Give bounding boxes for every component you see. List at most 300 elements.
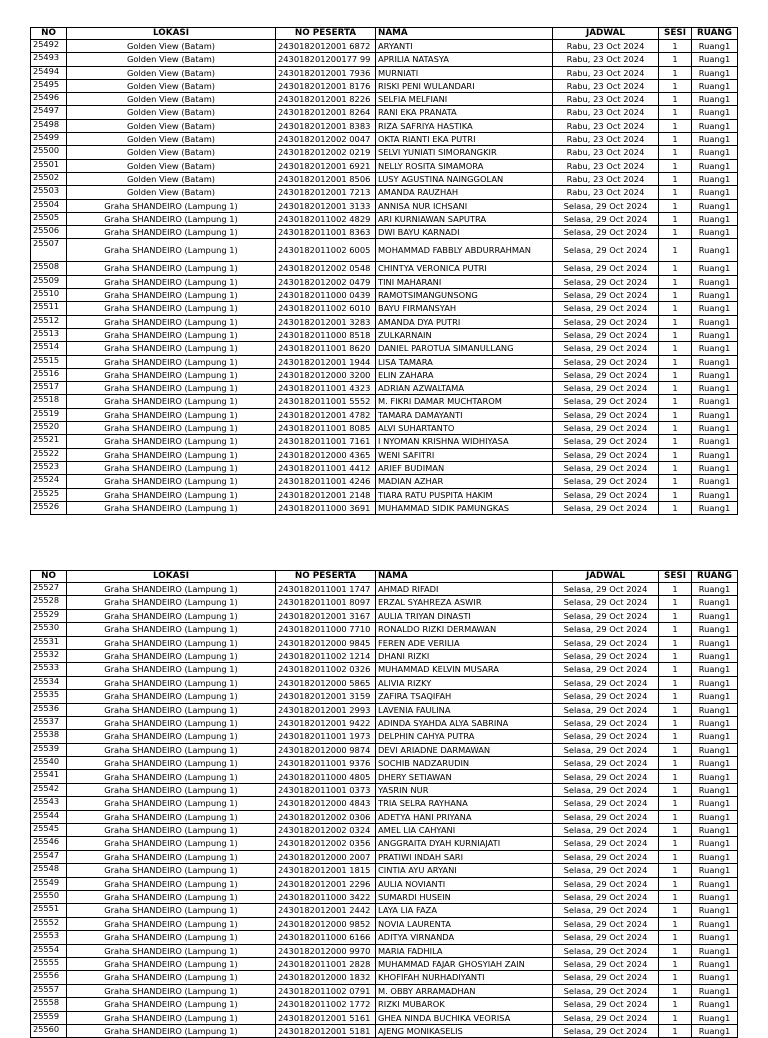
- cell-ruang: Ruang1: [692, 342, 738, 355]
- cell-no: 25542: [31, 783, 67, 796]
- table-row: [31, 355, 738, 368]
- cell-sesi: 1: [659, 770, 692, 783]
- cell-ruang: Ruang1: [692, 40, 738, 53]
- table-row: [31, 93, 738, 106]
- cell-no-peserta: 2430182012001 3283: [276, 315, 376, 328]
- table-row: [31, 998, 738, 1011]
- table-row: [31, 275, 738, 288]
- cell-no: 25495: [31, 79, 67, 92]
- cell-no-peserta: 2430182012002 0356: [276, 837, 376, 850]
- cell-ruang: Ruang1: [692, 239, 738, 262]
- cell-nama: DHANI RIZKI: [376, 649, 553, 662]
- table-row: [31, 40, 738, 53]
- cell-sesi: 1: [659, 53, 692, 66]
- cell-no-peserta: 2430182011000 3691: [276, 501, 376, 514]
- cell-ruang: Ruang1: [692, 797, 738, 810]
- cell-sesi: 1: [659, 315, 692, 328]
- cell-jadwal: Selasa, 29 Oct 2024: [553, 368, 659, 381]
- cell-jadwal: Selasa, 29 Oct 2024: [553, 212, 659, 225]
- cell-no-peserta: 2430182012001 2993: [276, 703, 376, 716]
- cell-lokasi: Graha SHANDEIRO (Lampung 1): [67, 583, 276, 596]
- cell-lokasi: Graha SHANDEIRO (Lampung 1): [67, 690, 276, 703]
- cell-jadwal: Rabu, 23 Oct 2024: [553, 186, 659, 199]
- cell-no: 25555: [31, 957, 67, 970]
- cell-nama: ARI KURNIAWAN SAPUTRA: [376, 212, 553, 225]
- table-row: [31, 944, 738, 957]
- table-row: [31, 917, 738, 930]
- cell-lokasi: Graha SHANDEIRO (Lampung 1): [67, 623, 276, 636]
- cell-nama: OKTA RIANTI EKA PUTRI: [376, 133, 553, 146]
- cell-jadwal: Selasa, 29 Oct 2024: [553, 422, 659, 435]
- cell-no-peserta: 2430182011001 4412: [276, 461, 376, 474]
- cell-jadwal: Selasa, 29 Oct 2024: [553, 1024, 659, 1037]
- cell-nama: WENI SAFITRI: [376, 448, 553, 461]
- cell-sesi: 1: [659, 984, 692, 997]
- table-row: [31, 186, 738, 199]
- table-row: [31, 212, 738, 225]
- table-row: [31, 623, 738, 636]
- cell-no: 25530: [31, 623, 67, 636]
- cell-lokasi: Graha SHANDEIRO (Lampung 1): [67, 971, 276, 984]
- cell-nama: MADIAN AZHAR: [376, 475, 553, 488]
- cell-ruang: Ruang1: [692, 757, 738, 770]
- cell-no: 25552: [31, 917, 67, 930]
- cell-ruang: Ruang1: [692, 226, 738, 239]
- table-row: [31, 408, 738, 421]
- cell-no-peserta: 2430182012001 3167: [276, 609, 376, 622]
- cell-jadwal: Selasa, 29 Oct 2024: [553, 971, 659, 984]
- header-lokasi: LOKASI: [67, 571, 276, 583]
- cell-lokasi: Graha SHANDEIRO (Lampung 1): [67, 275, 276, 288]
- cell-nama: TINI MAHARANI: [376, 275, 553, 288]
- cell-nama: RAMOTSIMANGUNSONG: [376, 289, 553, 302]
- cell-ruang: Ruang1: [692, 957, 738, 970]
- cell-no: 25512: [31, 315, 67, 328]
- cell-no-peserta: 2430182012002 0548: [276, 262, 376, 275]
- cell-no: 25554: [31, 944, 67, 957]
- cell-sesi: 1: [659, 342, 692, 355]
- cell-ruang: Ruang1: [692, 159, 738, 172]
- cell-jadwal: Selasa, 29 Oct 2024: [553, 850, 659, 863]
- cell-no-peserta: 2430182011000 3422: [276, 890, 376, 903]
- table-row: [31, 931, 738, 944]
- cell-jadwal: Selasa, 29 Oct 2024: [553, 837, 659, 850]
- cell-sesi: 1: [659, 649, 692, 662]
- cell-jadwal: Selasa, 29 Oct 2024: [553, 864, 659, 877]
- cell-no: 25523: [31, 461, 67, 474]
- cell-sesi: 1: [659, 408, 692, 421]
- cell-jadwal: Rabu, 23 Oct 2024: [553, 79, 659, 92]
- header-ruang: RUANG: [692, 28, 738, 40]
- cell-nama: YASRIN NUR: [376, 783, 553, 796]
- cell-sesi: 1: [659, 422, 692, 435]
- cell-no: 25546: [31, 837, 67, 850]
- cell-no: 25557: [31, 984, 67, 997]
- cell-lokasi: Graha SHANDEIRO (Lampung 1): [67, 810, 276, 823]
- cell-no-peserta: 2430182012001 7213: [276, 186, 376, 199]
- cell-jadwal: Rabu, 23 Oct 2024: [553, 133, 659, 146]
- cell-no: 25539: [31, 743, 67, 756]
- cell-nama: ADRIAN AZWALTAMA: [376, 382, 553, 395]
- cell-no-peserta: 2430182012001 3159: [276, 690, 376, 703]
- table-row: [31, 368, 738, 381]
- cell-no: 25531: [31, 636, 67, 649]
- cell-no-peserta: 2430182012001 2148: [276, 488, 376, 501]
- cell-lokasi: Graha SHANDEIRO (Lampung 1): [67, 328, 276, 341]
- table-row: [31, 448, 738, 461]
- cell-nama: GHEA NINDA BUCHIKA VEORISA: [376, 1011, 553, 1024]
- cell-lokasi: Graha SHANDEIRO (Lampung 1): [67, 663, 276, 676]
- cell-ruang: Ruang1: [692, 810, 738, 823]
- cell-no: 25549: [31, 877, 67, 890]
- cell-jadwal: Selasa, 29 Oct 2024: [553, 448, 659, 461]
- cell-nama: ANGGRAITA DYAH KURNIAJATI: [376, 837, 553, 850]
- cell-nama: LUSY AGUSTINA NAINGGOLAN: [376, 172, 553, 185]
- cell-no-peserta: 2430182012002 0324: [276, 824, 376, 837]
- cell-no: 25509: [31, 275, 67, 288]
- cell-no-peserta: 2430182012000 9874: [276, 743, 376, 756]
- cell-no-peserta: 2430182012001 2442: [276, 904, 376, 917]
- cell-no-peserta: 2430182011001 8097: [276, 596, 376, 609]
- cell-jadwal: Selasa, 29 Oct 2024: [553, 226, 659, 239]
- cell-nama: ELIN ZAHARA: [376, 368, 553, 381]
- table-header-row: [31, 571, 738, 583]
- cell-nama: AMEL LIA CAHYANI: [376, 824, 553, 837]
- cell-lokasi: Graha SHANDEIRO (Lampung 1): [67, 448, 276, 461]
- cell-no-peserta: 2430182012000 2007: [276, 850, 376, 863]
- cell-nama: ADETYA HANI PRIYANA: [376, 810, 553, 823]
- cell-sesi: 1: [659, 186, 692, 199]
- cell-no: 25519: [31, 408, 67, 421]
- cell-ruang: Ruang1: [692, 609, 738, 622]
- cell-no: 25524: [31, 475, 67, 488]
- cell-jadwal: Selasa, 29 Oct 2024: [553, 275, 659, 288]
- cell-jadwal: Rabu, 23 Oct 2024: [553, 53, 659, 66]
- cell-ruang: Ruang1: [692, 289, 738, 302]
- cell-sesi: 1: [659, 716, 692, 729]
- cell-ruang: Ruang1: [692, 743, 738, 756]
- cell-lokasi: Graha SHANDEIRO (Lampung 1): [67, 757, 276, 770]
- cell-lokasi: Golden View (Batam): [67, 146, 276, 159]
- table-row: [31, 435, 738, 448]
- cell-no-peserta: 2430182011001 9376: [276, 757, 376, 770]
- table-row: [31, 302, 738, 315]
- cell-lokasi: Graha SHANDEIRO (Lampung 1): [67, 984, 276, 997]
- cell-lokasi: Graha SHANDEIRO (Lampung 1): [67, 931, 276, 944]
- cell-nama: AULIA TRIYAN DINASTI: [376, 609, 553, 622]
- cell-no-peserta: 2430182012002 0479: [276, 275, 376, 288]
- cell-no: 25533: [31, 663, 67, 676]
- cell-lokasi: Graha SHANDEIRO (Lampung 1): [67, 199, 276, 212]
- cell-nama: MUHAMMAD FAJAR GHOSYIAH ZAIN: [376, 957, 553, 970]
- cell-nama: DANIEL PAROTUA SIMANULLANG: [376, 342, 553, 355]
- cell-nama: MOHAMMAD FABBLY ABDURRAHMAN: [376, 239, 553, 262]
- cell-lokasi: Golden View (Batam): [67, 53, 276, 66]
- cell-ruang: Ruang1: [692, 172, 738, 185]
- table-row: [31, 609, 738, 622]
- cell-lokasi: Graha SHANDEIRO (Lampung 1): [67, 957, 276, 970]
- cell-jadwal: Selasa, 29 Oct 2024: [553, 596, 659, 609]
- table-row: [31, 783, 738, 796]
- cell-no: 25494: [31, 66, 67, 79]
- cell-nama: TAMARA DAMAYANTI: [376, 408, 553, 421]
- table-row: [31, 382, 738, 395]
- cell-sesi: 1: [659, 944, 692, 957]
- cell-jadwal: Selasa, 29 Oct 2024: [553, 944, 659, 957]
- cell-nama: AMANDA DYA PUTRI: [376, 315, 553, 328]
- cell-no: 25558: [31, 998, 67, 1011]
- cell-jadwal: Selasa, 29 Oct 2024: [553, 355, 659, 368]
- table-row: [31, 226, 738, 239]
- cell-sesi: 1: [659, 93, 692, 106]
- cell-nama: AHMAD RIFADI: [376, 583, 553, 596]
- cell-jadwal: Selasa, 29 Oct 2024: [553, 623, 659, 636]
- cell-ruang: Ruang1: [692, 66, 738, 79]
- cell-ruang: Ruang1: [692, 984, 738, 997]
- cell-lokasi: Graha SHANDEIRO (Lampung 1): [67, 212, 276, 225]
- cell-nama: ERZAL SYAHREZA ASWIR: [376, 596, 553, 609]
- cell-sesi: 1: [659, 864, 692, 877]
- table-row: [31, 663, 738, 676]
- cell-jadwal: Selasa, 29 Oct 2024: [553, 475, 659, 488]
- cell-no: 25545: [31, 824, 67, 837]
- cell-no-peserta: 2430182011000 8518: [276, 328, 376, 341]
- cell-jadwal: Selasa, 29 Oct 2024: [553, 890, 659, 903]
- participant-table-2: [30, 570, 738, 1038]
- cell-lokasi: Graha SHANDEIRO (Lampung 1): [67, 837, 276, 850]
- cell-ruang: Ruang1: [692, 783, 738, 796]
- cell-nama: M. FIKRI DAMAR MUCHTAROM: [376, 395, 553, 408]
- cell-no: 25503: [31, 186, 67, 199]
- cell-no: 25508: [31, 262, 67, 275]
- header-nama: NAMA: [376, 571, 553, 583]
- cell-lokasi: Graha SHANDEIRO (Lampung 1): [67, 342, 276, 355]
- cell-ruang: Ruang1: [692, 488, 738, 501]
- cell-jadwal: Selasa, 29 Oct 2024: [553, 917, 659, 930]
- table-row: [31, 837, 738, 850]
- cell-jadwal: Selasa, 29 Oct 2024: [553, 797, 659, 810]
- cell-nama: LISA TAMARA: [376, 355, 553, 368]
- cell-lokasi: Golden View (Batam): [67, 119, 276, 132]
- cell-sesi: 1: [659, 609, 692, 622]
- cell-lokasi: Graha SHANDEIRO (Lampung 1): [67, 1011, 276, 1024]
- cell-ruang: Ruang1: [692, 596, 738, 609]
- table-row: [31, 730, 738, 743]
- cell-no-peserta: 2430182011001 8363: [276, 226, 376, 239]
- table-row: [31, 119, 738, 132]
- cell-lokasi: Graha SHANDEIRO (Lampung 1): [67, 239, 276, 262]
- cell-sesi: 1: [659, 435, 692, 448]
- header-nama: NAMA: [376, 28, 553, 40]
- cell-ruang: Ruang1: [692, 79, 738, 92]
- header-no: NO: [31, 571, 67, 583]
- table-row: [31, 716, 738, 729]
- cell-no: 25532: [31, 649, 67, 662]
- cell-no-peserta: 2430182012001 8383: [276, 119, 376, 132]
- cell-sesi: 1: [659, 623, 692, 636]
- cell-nama: MARIA FADHILA: [376, 944, 553, 957]
- cell-no: 25492: [31, 40, 67, 53]
- cell-sesi: 1: [659, 226, 692, 239]
- table-row: [31, 501, 738, 514]
- cell-no: 25514: [31, 342, 67, 355]
- cell-no: 25510: [31, 289, 67, 302]
- table-row: [31, 199, 738, 212]
- table-row: [31, 461, 738, 474]
- cell-nama: ARYANTI: [376, 40, 553, 53]
- cell-no: 25500: [31, 146, 67, 159]
- cell-lokasi: Graha SHANDEIRO (Lampung 1): [67, 797, 276, 810]
- cell-sesi: 1: [659, 159, 692, 172]
- table-row: [31, 395, 738, 408]
- cell-no: 25506: [31, 226, 67, 239]
- cell-ruang: Ruang1: [692, 461, 738, 474]
- table-row: [31, 596, 738, 609]
- cell-sesi: 1: [659, 824, 692, 837]
- table-row: [31, 810, 738, 823]
- cell-jadwal: Selasa, 29 Oct 2024: [553, 810, 659, 823]
- cell-no: 25520: [31, 422, 67, 435]
- cell-no: 25517: [31, 382, 67, 395]
- cell-no-peserta: 243018201200177 99: [276, 53, 376, 66]
- cell-no-peserta: 2430182012000 3200: [276, 368, 376, 381]
- cell-no: 25515: [31, 355, 67, 368]
- table-row: [31, 971, 738, 984]
- cell-sesi: 1: [659, 998, 692, 1011]
- cell-sesi: 1: [659, 596, 692, 609]
- cell-no: 25538: [31, 730, 67, 743]
- cell-nama: PRATIWI INDAH SARI: [376, 850, 553, 863]
- cell-lokasi: Golden View (Batam): [67, 133, 276, 146]
- cell-lokasi: Graha SHANDEIRO (Lampung 1): [67, 368, 276, 381]
- cell-lokasi: Graha SHANDEIRO (Lampung 1): [67, 289, 276, 302]
- table-row: [31, 172, 738, 185]
- table-row: [31, 328, 738, 341]
- cell-lokasi: Graha SHANDEIRO (Lampung 1): [67, 461, 276, 474]
- cell-no: 25498: [31, 119, 67, 132]
- cell-no-peserta: 2430182012001 2296: [276, 877, 376, 890]
- cell-jadwal: Selasa, 29 Oct 2024: [553, 461, 659, 474]
- cell-no-peserta: 2430182011001 8620: [276, 342, 376, 355]
- cell-no-peserta: 2430182011001 2828: [276, 957, 376, 970]
- cell-sesi: 1: [659, 676, 692, 689]
- cell-no: 25511: [31, 302, 67, 315]
- cell-jadwal: Selasa, 29 Oct 2024: [553, 636, 659, 649]
- cell-ruang: Ruang1: [692, 435, 738, 448]
- cell-ruang: Ruang1: [692, 583, 738, 596]
- cell-lokasi: Graha SHANDEIRO (Lampung 1): [67, 877, 276, 890]
- table-row: [31, 583, 738, 596]
- cell-no: 25525: [31, 488, 67, 501]
- cell-nama: ARIEF BUDIMAN: [376, 461, 553, 474]
- cell-nama: DELPHIN CAHYA PUTRA: [376, 730, 553, 743]
- cell-sesi: 1: [659, 146, 692, 159]
- cell-ruang: Ruang1: [692, 663, 738, 676]
- cell-sesi: 1: [659, 957, 692, 970]
- cell-lokasi: Graha SHANDEIRO (Lampung 1): [67, 998, 276, 1011]
- cell-lokasi: Golden View (Batam): [67, 106, 276, 119]
- cell-nama: ANNISA NUR ICHSANI: [376, 199, 553, 212]
- cell-no-peserta: 2430182011001 0373: [276, 783, 376, 796]
- cell-ruang: Ruang1: [692, 623, 738, 636]
- cell-lokasi: Graha SHANDEIRO (Lampung 1): [67, 315, 276, 328]
- cell-no-peserta: 2430182011002 6010: [276, 302, 376, 315]
- cell-lokasi: Graha SHANDEIRO (Lampung 1): [67, 475, 276, 488]
- cell-no: 25544: [31, 810, 67, 823]
- cell-no-peserta: 2430182012000 1832: [276, 971, 376, 984]
- cell-no: 25501: [31, 159, 67, 172]
- cell-lokasi: Graha SHANDEIRO (Lampung 1): [67, 904, 276, 917]
- cell-lokasi: Graha SHANDEIRO (Lampung 1): [67, 262, 276, 275]
- cell-jadwal: Selasa, 29 Oct 2024: [553, 931, 659, 944]
- table-row: [31, 904, 738, 917]
- table-row: [31, 66, 738, 79]
- table-row: [31, 797, 738, 810]
- cell-jadwal: Selasa, 29 Oct 2024: [553, 984, 659, 997]
- cell-nama: AULIA NOVIANTI: [376, 877, 553, 890]
- cell-jadwal: Selasa, 29 Oct 2024: [553, 783, 659, 796]
- cell-sesi: 1: [659, 690, 692, 703]
- cell-no: 25556: [31, 971, 67, 984]
- cell-nama: DEVI ARIADNE DARMAWAN: [376, 743, 553, 756]
- cell-jadwal: Rabu, 23 Oct 2024: [553, 119, 659, 132]
- cell-ruang: Ruang1: [692, 770, 738, 783]
- cell-lokasi: Graha SHANDEIRO (Lampung 1): [67, 596, 276, 609]
- cell-no-peserta: 2430182011002 0326: [276, 663, 376, 676]
- cell-no-peserta: 2430182011001 5552: [276, 395, 376, 408]
- cell-jadwal: Selasa, 29 Oct 2024: [553, 262, 659, 275]
- cell-ruang: Ruang1: [692, 93, 738, 106]
- cell-lokasi: Golden View (Batam): [67, 172, 276, 185]
- cell-lokasi: Graha SHANDEIRO (Lampung 1): [67, 435, 276, 448]
- table-header-row: [31, 28, 738, 40]
- cell-ruang: Ruang1: [692, 1024, 738, 1037]
- cell-nama: ADINDA SYAHDA ALYA SABRINA: [376, 716, 553, 729]
- cell-sesi: 1: [659, 743, 692, 756]
- cell-no-peserta: 2430182012001 1944: [276, 355, 376, 368]
- table-row: [31, 146, 738, 159]
- cell-nama: RIZA SAFRIYA HASTIKA: [376, 119, 553, 132]
- cell-no: 25522: [31, 448, 67, 461]
- cell-ruang: Ruang1: [692, 904, 738, 917]
- cell-no-peserta: 2430182011001 4246: [276, 475, 376, 488]
- cell-sesi: 1: [659, 663, 692, 676]
- cell-sesi: 1: [659, 40, 692, 53]
- cell-jadwal: Selasa, 29 Oct 2024: [553, 703, 659, 716]
- cell-no: 25560: [31, 1024, 67, 1037]
- cell-lokasi: Golden View (Batam): [67, 159, 276, 172]
- header-no: NO: [31, 28, 67, 40]
- cell-lokasi: Golden View (Batam): [67, 79, 276, 92]
- cell-ruang: Ruang1: [692, 475, 738, 488]
- cell-ruang: Ruang1: [692, 212, 738, 225]
- cell-no: 25541: [31, 770, 67, 783]
- cell-nama: BAYU FIRMANSYAH: [376, 302, 553, 315]
- cell-nama: NOVIA LAURENTA: [376, 917, 553, 930]
- table-row: [31, 877, 738, 890]
- cell-nama: MUHAMMAD KELVIN MUSARA: [376, 663, 553, 676]
- cell-jadwal: Selasa, 29 Oct 2024: [553, 743, 659, 756]
- cell-sesi: 1: [659, 119, 692, 132]
- table-row: [31, 770, 738, 783]
- cell-ruang: Ruang1: [692, 890, 738, 903]
- cell-jadwal: Selasa, 29 Oct 2024: [553, 663, 659, 676]
- cell-no: 25521: [31, 435, 67, 448]
- cell-jadwal: Selasa, 29 Oct 2024: [553, 342, 659, 355]
- cell-no: 25505: [31, 212, 67, 225]
- cell-lokasi: Graha SHANDEIRO (Lampung 1): [67, 917, 276, 930]
- cell-ruang: Ruang1: [692, 837, 738, 850]
